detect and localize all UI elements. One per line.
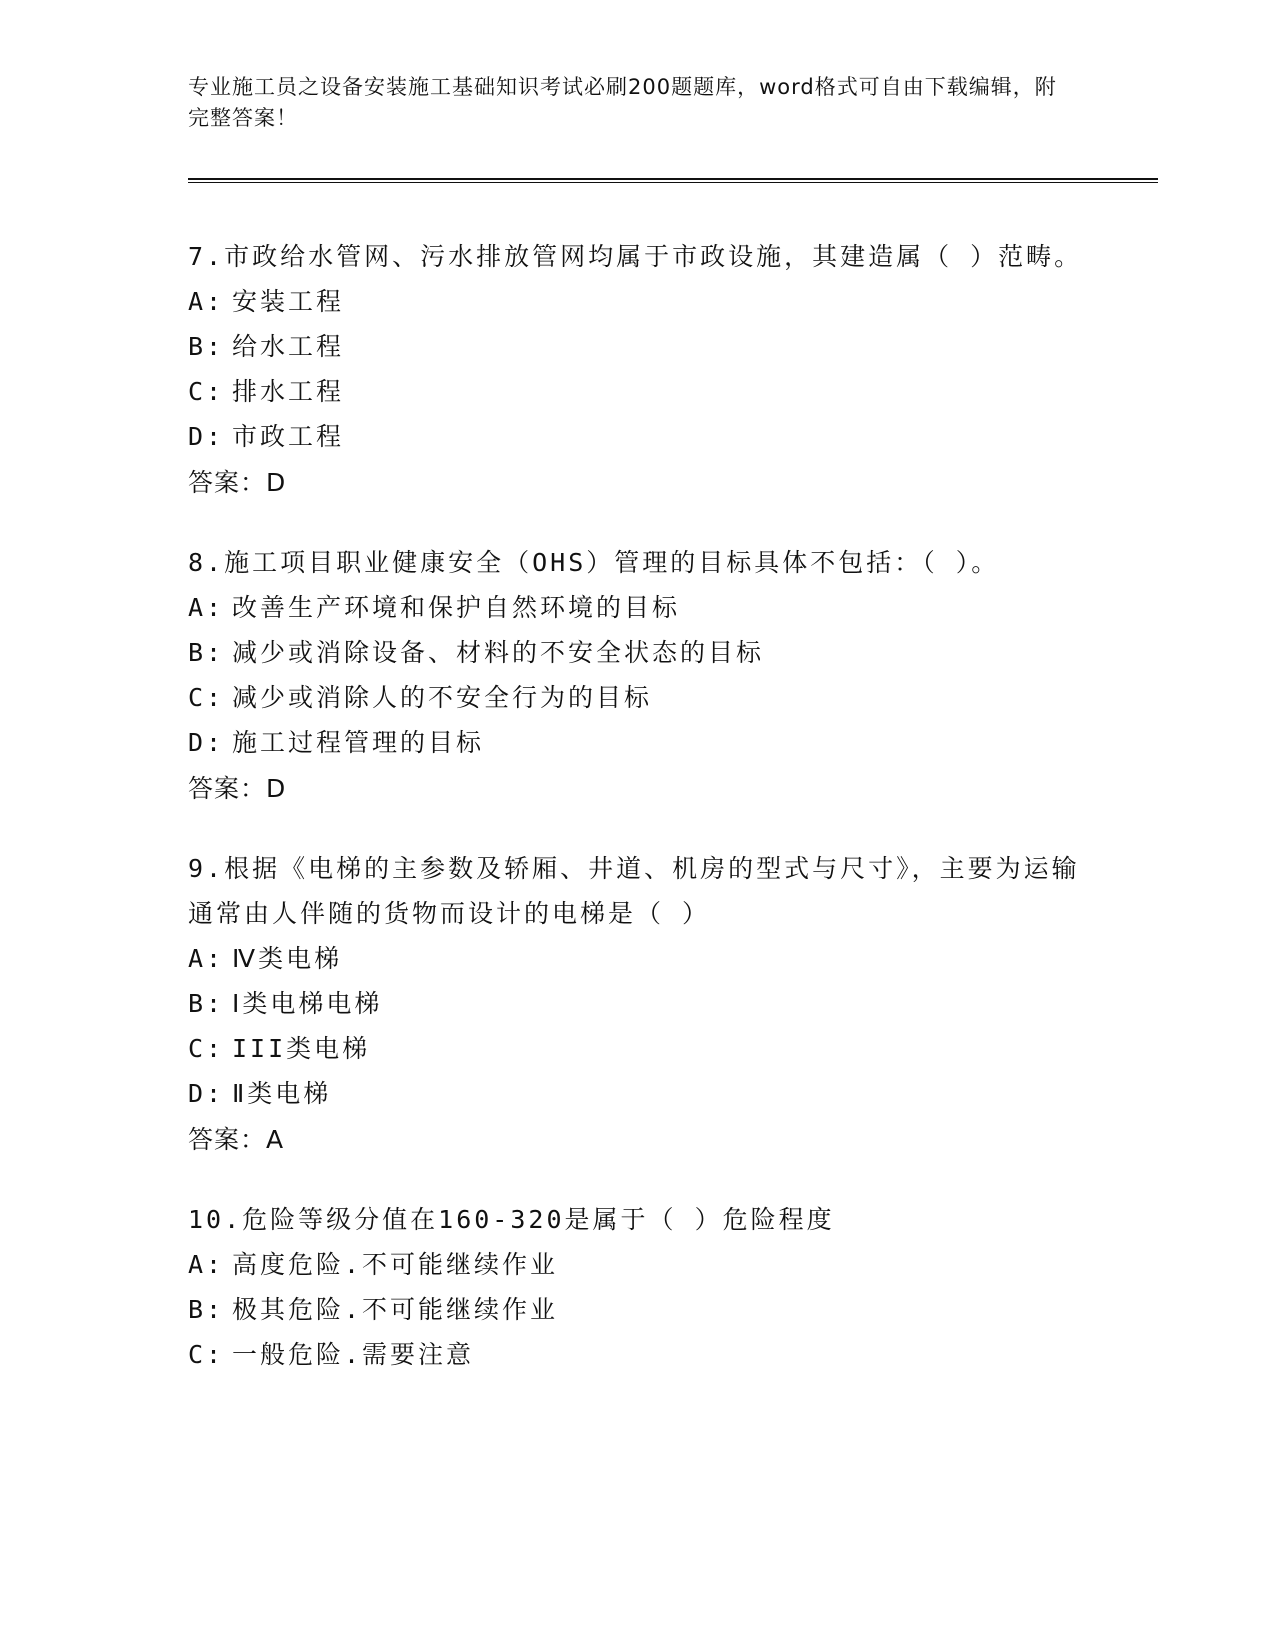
option-key: A: [188, 287, 225, 316]
answer-line: 答案：D [188, 468, 287, 497]
option-d [188, 414, 1088, 459]
option-c [188, 675, 1088, 720]
option-a [188, 585, 1088, 630]
question-list [188, 234, 1088, 1411]
option-text: 给水工程 [232, 332, 345, 361]
option-key: C: [188, 683, 225, 712]
option-text: 排水工程 [232, 377, 345, 406]
option-text: 改善生产环境和保护自然环境的目标 [232, 593, 681, 622]
option-text: 市政工程 [232, 422, 345, 451]
question-7 [188, 234, 1088, 506]
question-9 [188, 846, 1088, 1163]
option-key: C: [188, 377, 225, 406]
option-key: B: [188, 989, 225, 1018]
option-text: 安装工程 [232, 287, 345, 316]
option-text: 高度危险.不可能继续作业 [232, 1250, 559, 1279]
option-text: 极其危险.不可能继续作业 [232, 1295, 559, 1324]
question-stem: 10.危险等级分值在160-320是属于（ ）危险程度 [188, 1205, 835, 1234]
option-key: D: [188, 728, 225, 757]
option-text: Ⅱ类电梯 [232, 1079, 332, 1108]
option-b [188, 630, 1088, 675]
answer-line: 答案：A [188, 1125, 285, 1154]
question-stem: 7.市政给水管网、污水排放管网均属于市政设施，其建造属（ ）范畴。 [188, 242, 1083, 271]
option-text: 施工过程管理的目标 [232, 728, 485, 757]
option-a [188, 279, 1088, 324]
option-text: III类电梯 [232, 1034, 371, 1063]
option-c [188, 369, 1088, 414]
question-8 [188, 540, 1088, 812]
option-b [188, 324, 1088, 369]
option-text: 一般危险.需要注意 [232, 1340, 475, 1369]
option-text: 减少或消除人的不安全行为的目标 [232, 683, 653, 712]
option-key: B: [188, 1295, 225, 1324]
header-divider-thin [188, 182, 1158, 183]
option-key: D: [188, 1079, 225, 1108]
option-c [188, 1332, 1088, 1377]
document-header: 专业施工员之设备安装施工基础知识考试必刷200题题库，word格式可自由下载编辑，附完整答案！ [188, 75, 1057, 130]
option-text: 减少或消除设备、材料的不安全状态的目标 [232, 638, 765, 667]
option-a [188, 936, 1088, 981]
option-d [188, 720, 1088, 765]
option-key: A: [188, 1250, 225, 1279]
option-d [188, 1071, 1088, 1116]
option-key: C: [188, 1340, 225, 1369]
option-key: A: [188, 944, 225, 973]
option-b [188, 1287, 1088, 1332]
answer-line: 答案：D [188, 774, 287, 803]
option-b [188, 981, 1088, 1026]
option-a [188, 1242, 1088, 1287]
option-key: B: [188, 332, 225, 361]
option-key: C: [188, 1034, 225, 1063]
option-text: Ⅳ类电梯 [232, 944, 343, 973]
option-key: D: [188, 422, 225, 451]
option-key: B: [188, 638, 225, 667]
option-c [188, 1026, 1088, 1071]
question-stem: 9.根据《电梯的主参数及轿厢、井道、机房的型式与尺寸》，主要为运输通常由人伴随的货物而设计的电梯是（ ） [188, 854, 1080, 928]
question-stem: 8.施工项目职业健康安全（OHS）管理的目标具体不包括：（ ）。 [188, 548, 1000, 577]
header-divider [188, 178, 1158, 180]
question-10 [188, 1197, 1088, 1377]
option-text: Ⅰ类电梯电梯 [232, 989, 383, 1018]
option-key: A: [188, 593, 225, 622]
